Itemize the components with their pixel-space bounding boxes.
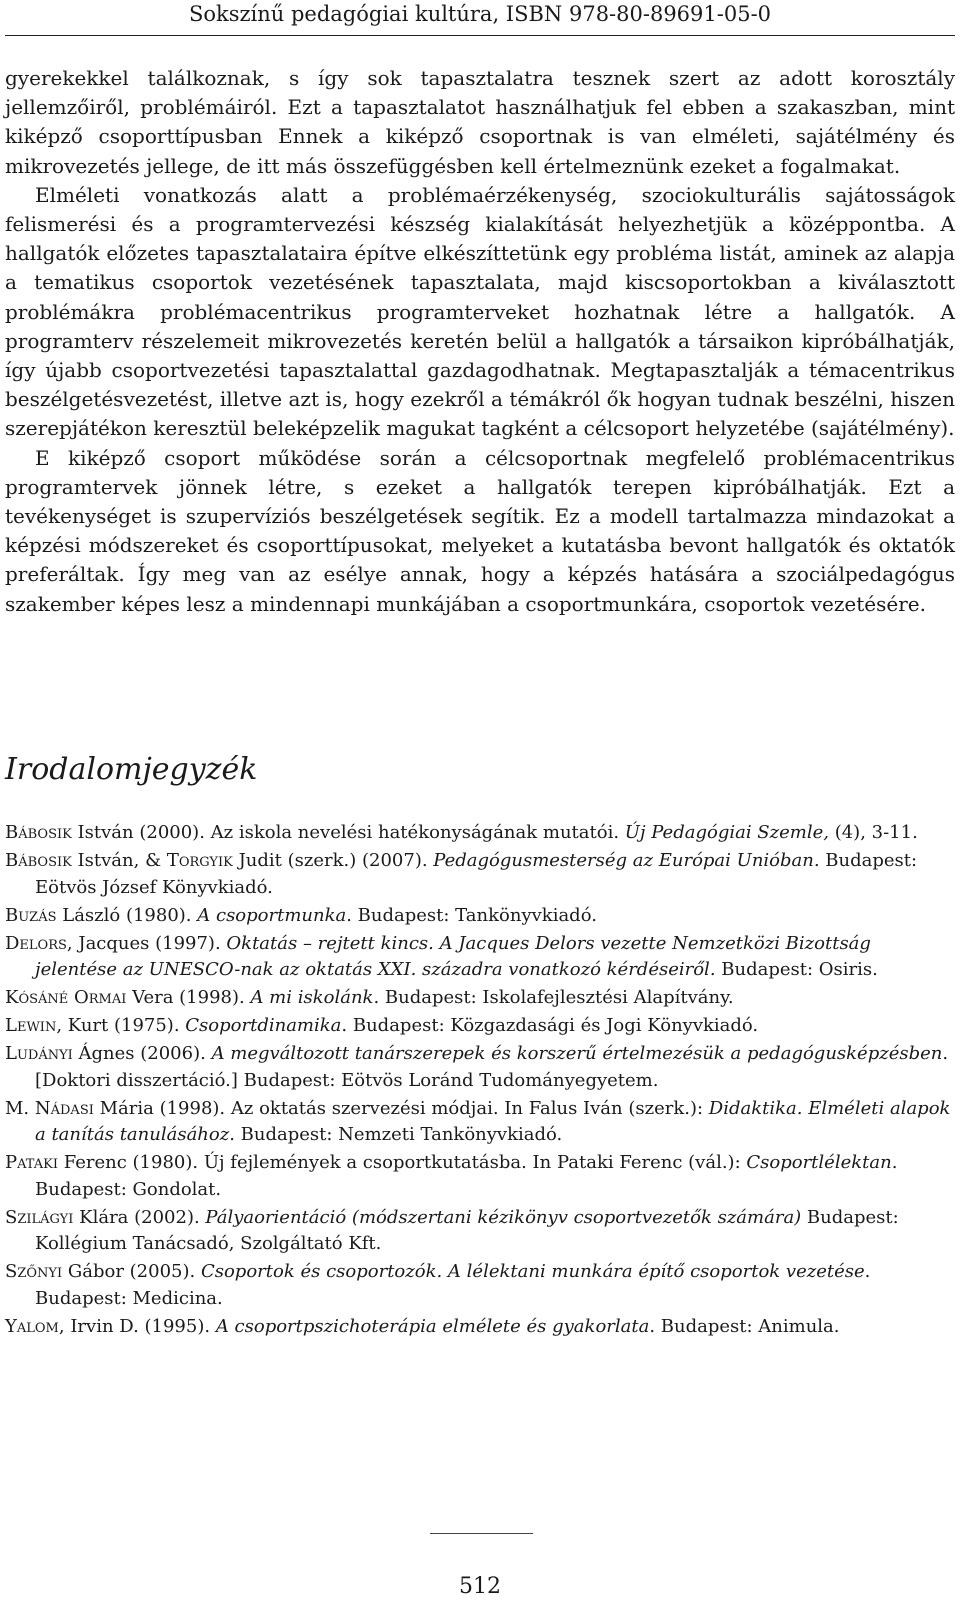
reference-author: Lewin — [5, 1015, 57, 1036]
reference-item — [5, 1205, 955, 1258]
running-header: Sokszínű pedagógiai kultúra, ISBN 978-80-89691-05-0 — [188, 2, 772, 26]
reference-author: Yalom — [5, 1315, 59, 1337]
reference-title: Pályaorientáció (módszertani kézikönyv csoportvezetők számára) — [205, 1206, 802, 1228]
page-number: 512 — [459, 1574, 501, 1599]
reference-author: Kósáné Ormai — [5, 987, 127, 1008]
reference-publisher: . Budapest: Tankönyvkiadó. — [346, 904, 597, 926]
reference-text: , Jacques (1997). — [66, 932, 227, 954]
reference-author: Buzás — [5, 904, 57, 926]
body-text — [5, 64, 955, 619]
reference-author: Bábosik — [5, 850, 72, 871]
reference-item — [5, 1314, 955, 1341]
reference-item — [5, 1259, 955, 1312]
reference-title: A csoportmunka — [197, 904, 347, 926]
reference-text: Ferenc (1980). Új fejlemények a csoportkutatásba. In Pataki Ferenc (vál.): — [57, 1152, 747, 1173]
footer-rule — [430, 1533, 533, 1534]
reference-author: Szilágyi — [5, 1206, 74, 1228]
reference-item — [5, 1150, 955, 1203]
bibliography-heading: Irodalomjegyzék — [5, 752, 258, 787]
reference-item — [5, 985, 955, 1012]
reference-publisher: . Budapest: Iskolafejlesztési Alapítvány. — [373, 987, 734, 1008]
reference-item — [5, 1041, 955, 1094]
reference-title: Csoportok és csoportozók. A lélektani munkára építő csoportok vezetése — [200, 1261, 865, 1282]
header-rule — [5, 35, 955, 36]
reference-text: László (1980). — [56, 904, 198, 926]
reference-title: A mi iskolánk — [250, 987, 374, 1008]
reference-author: Szőnyi — [5, 1261, 63, 1282]
reference-title: A megváltozott tanárszerepek és korszerű értelmezésük a pedagógusképzésben — [211, 1043, 943, 1064]
reference-publisher: . Budapest: Közgazdasági és Jogi Könyvkiadó. — [341, 1015, 759, 1036]
reference-publisher: . Budapest: Gondolat. — [35, 1152, 898, 1200]
reference-text: Vera (1998). — [126, 987, 251, 1008]
reference-item — [5, 820, 955, 847]
reference-text: István (2000). Az iskola nevelési hatékonyságának mutatói. — [71, 822, 625, 843]
reference-item — [5, 931, 955, 984]
reference-text: , Irvin D. (1995). — [58, 1315, 216, 1337]
reference-title: Csoportdinamika — [185, 1015, 342, 1036]
reference-author: Delors — [5, 932, 67, 954]
reference-publisher: . Budapest: Animula. — [649, 1315, 840, 1337]
reference-author: Ludányi — [5, 1043, 73, 1064]
reference-title: Oktatás – rejtett kincs. A Jacques Delors vezette Nemzetközi Bizottság jelentése az UNESCO-nak az oktatás XXI. századra vonatkozó kérdéseiről. — [35, 932, 871, 980]
reference-text: Judit (szerk.) (2007). — [232, 850, 434, 871]
reference-item — [5, 848, 955, 901]
reference-title: Új Pedagógiai Szemle, — [624, 822, 829, 843]
reference-text: István, & — [71, 850, 167, 871]
reference-text: Gábor (2005). — [62, 1261, 201, 1282]
paragraph-3: E kiképző csoport működése során a célcsoportnak megfelelő problémacentrikus programtervek jönnek létre, s ezeket a hallgatók terepen kipróbálhatják. Ezt a tevékenységet is szupervíziós beszélgetések segítik. Ez a modell tartalmazza mindazokat a képzési módszereket és csoporttípusokat, melyeket a kutatásba bevont hallgatók és oktatók preferáltak. Így meg van az esélye annak, hogy a képzés hatására a szociálpedagógus szakember képes lesz a mindennapi munkájában a csoportmunkára, csoportok vezetésére. — [5, 445, 955, 616]
reference-title: Pedagógusmesterség az Európai Unióban. — [433, 850, 820, 871]
reference-publisher: (4), 3-11. — [828, 822, 918, 843]
reference-publisher: Budapest: Osiris. — [715, 959, 878, 980]
reference-title: A csoportpszichoterápia elmélete és gyakorlata — [215, 1315, 650, 1337]
reference-text: Ágnes (2006). — [72, 1043, 212, 1064]
reference-publisher: . Budapest: Medicina. — [35, 1261, 871, 1309]
reference-text: Klára (2002). — [73, 1206, 206, 1228]
reference-item — [5, 1096, 955, 1149]
reference-author: Pataki — [5, 1152, 58, 1173]
paragraph-1: gyerekekkel találkoznak, s így sok tapasztalatra tesznek szert az adott korosztály jellemzőiről, problémáiról. Ezt a tapasztalatot használhatjuk fel ebben a szakaszban, mint kiképző csoporttípusban Ennek a kiképző csoportnak is van elméleti, sajátélmény és mikrovezetés jellege, de itt más összefüggésben kell értelmeznünk ezeket a fogalmakat. — [5, 66, 955, 178]
reference-text: Mária (1998). Az oktatás szervezési módjai. In Falus Iván (szerk.): — [93, 1097, 709, 1119]
reference-item — [5, 903, 955, 930]
reference-publisher: . [Doktori disszertáció.] Budapest: Eötvös Loránd Tudományegyetem. — [35, 1043, 949, 1091]
paragraph-2: Elméleti vonatkozás alatt a problémaérzékenység, szociokulturális sajátosságok felismerési és a programtervezési készség kialakítását helyezhetjük a középpontba. A hallgatók előzetes tapasztalataira építve elkészíttetünk egy probléma listát, aminek az alapja a tematikus csoportok vezetésének tapasztalata, majd kiscsoportokban a kiválasztott problémákra problémacentrikus programterveket hozhatnak létre a hallgatók. A programterv részelemeit mikrovezetés keretén belül a hallgatók a társaikon kipróbálhatják, így újabb csoportvezetési tapasztalattal gazdagodhatnak. Megtapasztalják a témacentrikus beszélgetésvezetést, illetve azt is, hogy ezekről a témákról ők hogyan tudnak beszélni, hiszen szerepjátékon keresztül beleképzelik magukat tagként a célcsoport helyzetébe (sajátélmény). — [5, 182, 955, 441]
reference-title: Csoportlélektan — [746, 1152, 892, 1173]
reference-author: Torgyik — [166, 850, 233, 871]
reference-author: Bábosik — [5, 822, 72, 843]
reference-publisher: Budapest: Eötvös József Könyvkiadó. — [35, 850, 918, 898]
reference-title: Didaktika. Elméleti alapok a tanítás tanulásához — [35, 1097, 951, 1145]
reference-publisher: . Budapest: Nemzeti Tankönyvkiadó. — [229, 1124, 563, 1145]
reference-text: , Kurt (1975). — [56, 1015, 186, 1036]
bibliography-list — [5, 820, 955, 1342]
reference-author: M. Nádasi — [5, 1097, 94, 1119]
reference-publisher: Budapest: Kollégium Tanácsadó, Szolgáltató Kft. — [35, 1206, 899, 1254]
reference-item — [5, 1013, 955, 1040]
